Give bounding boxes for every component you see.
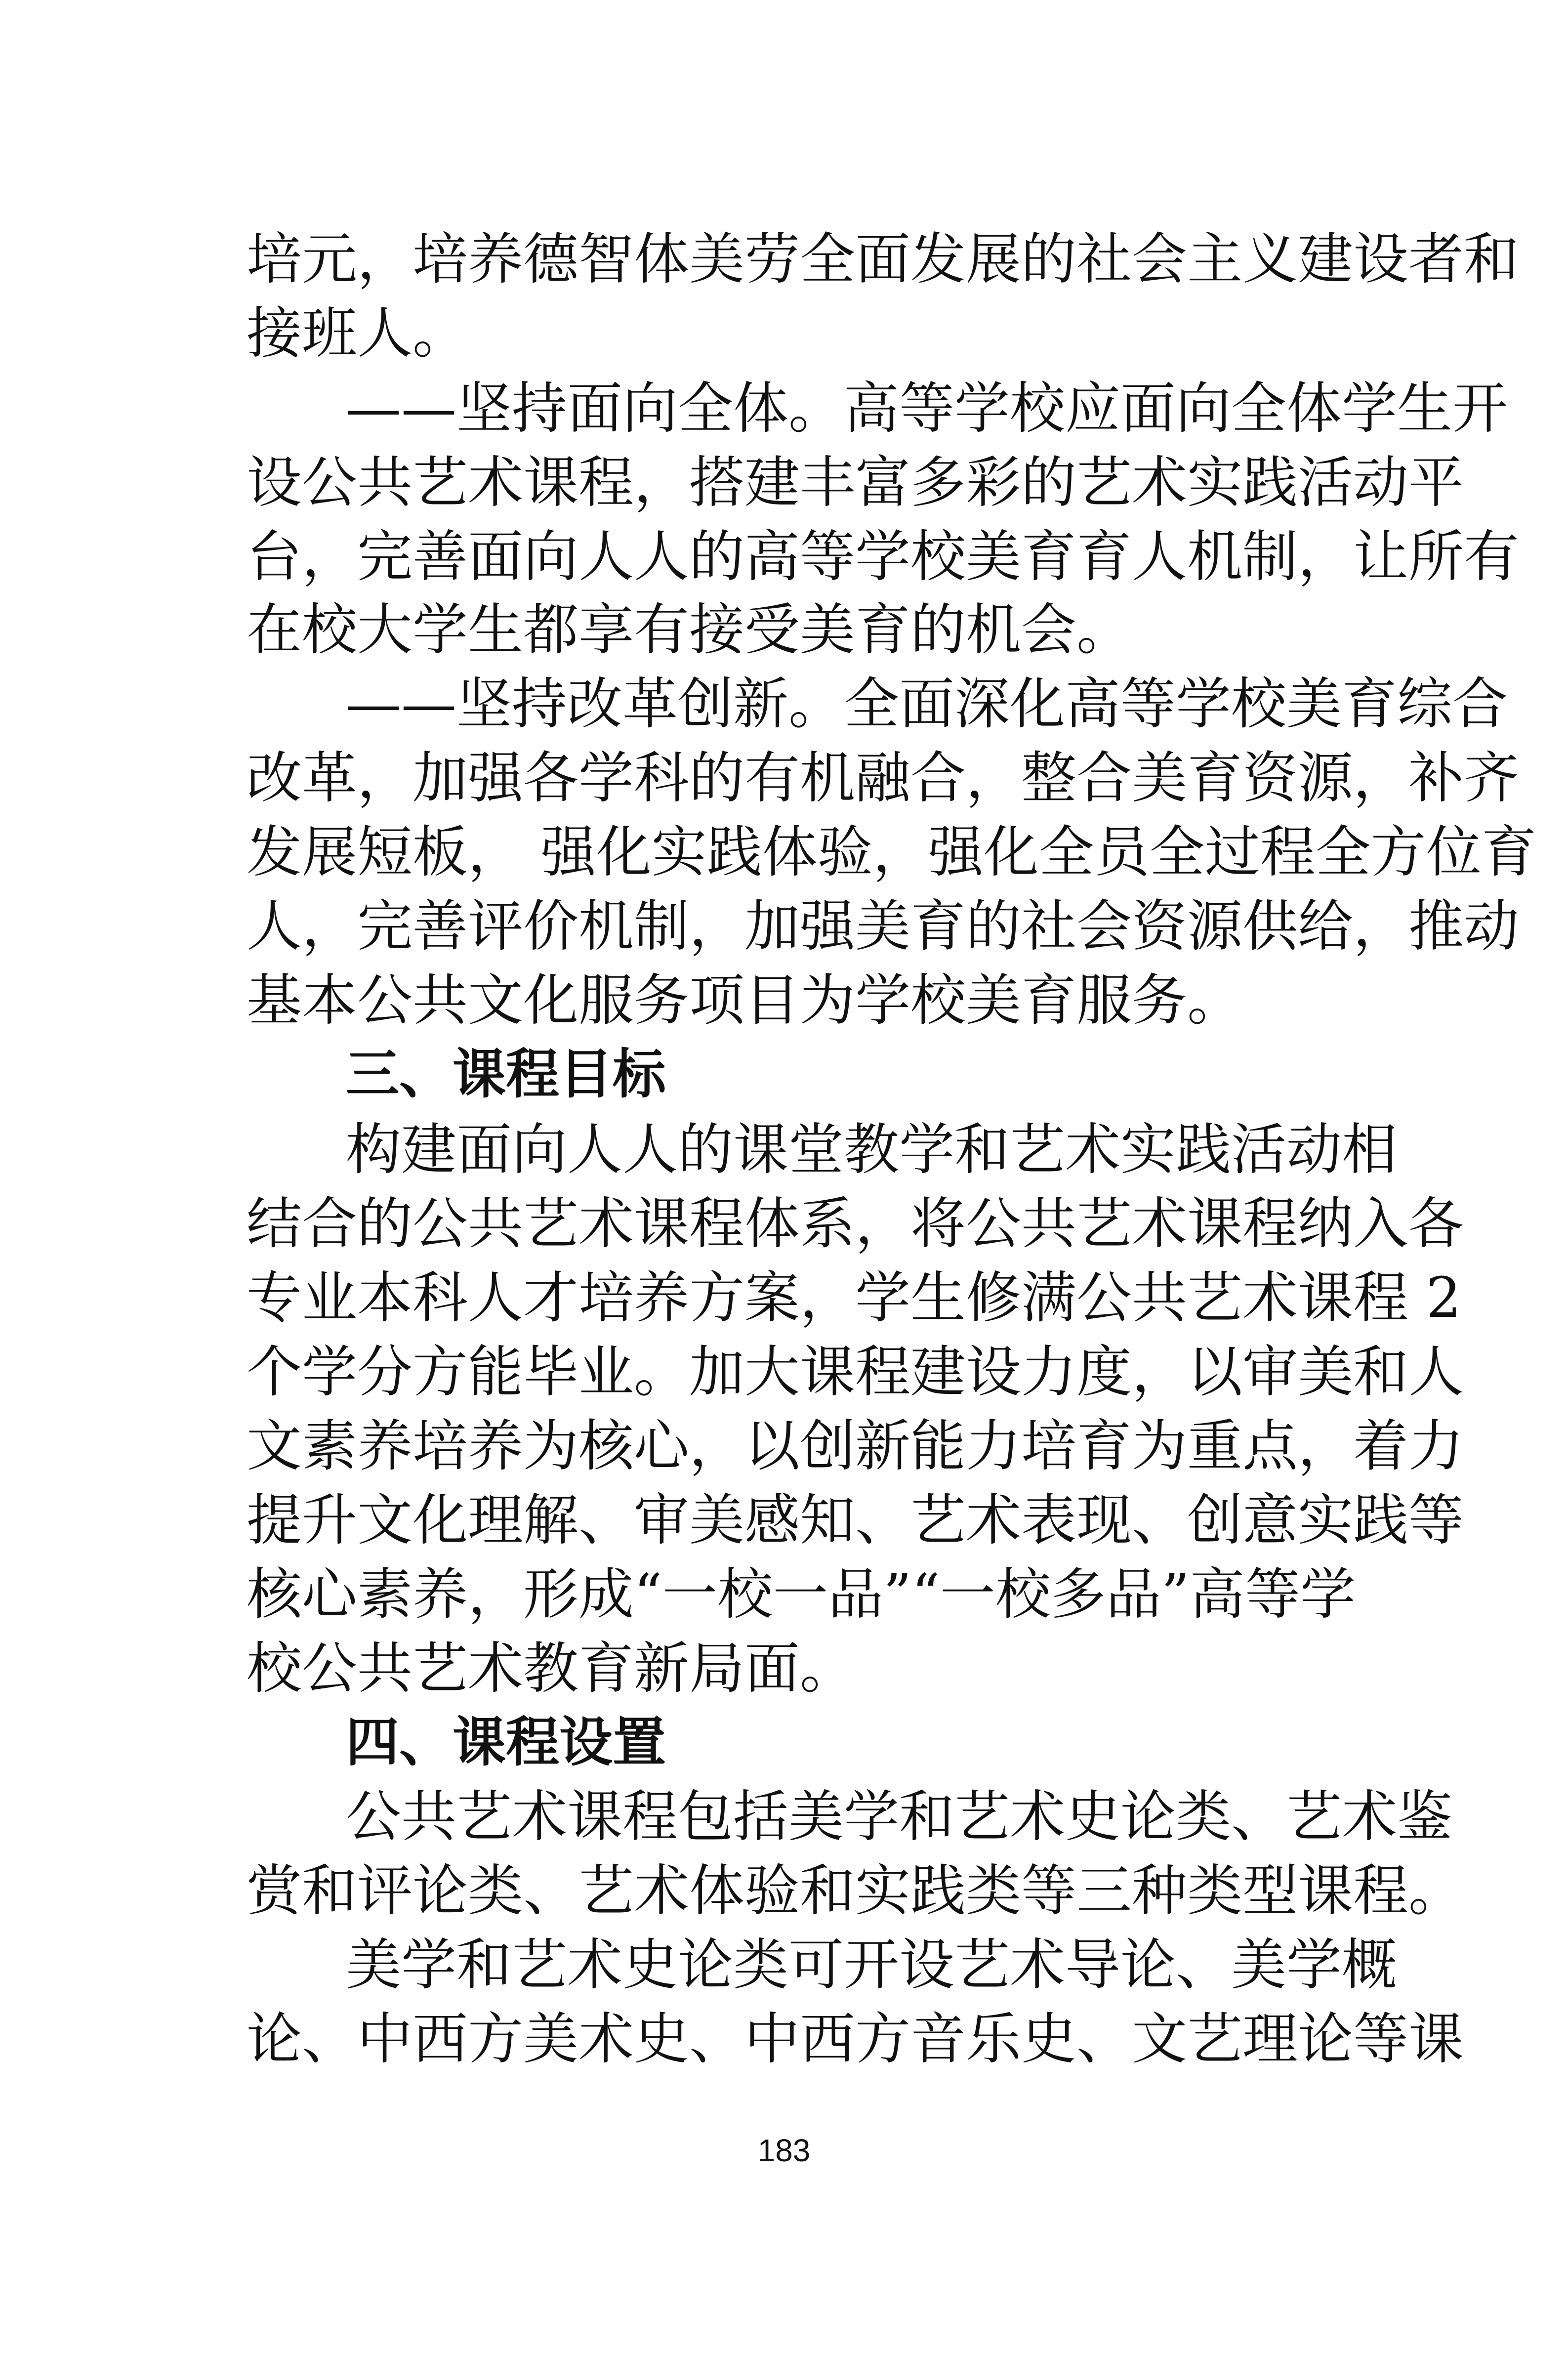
paragraph-line: 公共艺术课程包括美学和艺术史论类、艺术鉴: [346, 1785, 1452, 1849]
section-heading: 三、课程目标: [346, 1044, 666, 1105]
paragraph-line: 培元，培养德智体美劳全面发展的社会主义建设者和: [247, 227, 1519, 292]
paragraph-line: 专业本科人才培养方案，学生修满公共艺术课程 2: [247, 1266, 1461, 1330]
paragraph-line: 接班人。: [247, 301, 468, 366]
paragraph-line: 赏和评论类、艺术体验和实践类等三种类型课程。: [247, 1859, 1464, 1923]
paragraph-line: 文素养培养为核心，以创新能力培育为重点，着力: [247, 1414, 1464, 1478]
paragraph-line: 个学分方能毕业。加大课程建设力度，以审美和人: [247, 1340, 1464, 1404]
paragraph-line: 构建面向人人的课堂教学和艺术实践活动相: [346, 1118, 1397, 1182]
paragraph-line: 结合的公共艺术课程体系，将公共艺术课程纳入各: [247, 1192, 1464, 1256]
paragraph-line: 提升文化理解、审美感知、艺术表现、创意实践等: [247, 1488, 1464, 1553]
paragraph-line: 台，完善面向人人的高等学校美育育人机制，让所有: [247, 525, 1519, 589]
paragraph-line: 改革，加强各学科的有机融合，整合美育资源，补齐: [247, 746, 1519, 810]
paragraph-line: 美学和艺术史论类可开设艺术导论、美学概: [346, 1933, 1397, 1997]
paragraph-line: 发展短板， 强化实践体验，强化全员全过程全方位育: [247, 820, 1537, 884]
paragraph-line: 论、中西方美术史、中西方音乐史、文艺理论等课: [247, 2007, 1464, 2071]
paragraph-line: ——坚持面向全体。高等学校应面向全体学生开: [346, 377, 1508, 441]
paragraph-line: 校公共艺术教育新局面。: [247, 1637, 855, 1701]
paragraph-line: 人，完善评价机制，加强美育的社会资源供给，推动: [247, 894, 1519, 959]
section-heading: 四、课程设置: [346, 1712, 666, 1773]
paragraph-line: 基本公共文化服务项目为学校美育服务。: [247, 968, 1242, 1033]
paragraph-line: 在校大学生都享有接受美育的机会。: [247, 598, 1132, 662]
paragraph-line: 设公共艺术课程，搭建丰富多彩的艺术实践活动平: [247, 451, 1464, 515]
paragraph-line: ——坚持改革创新。全面深化高等学校美育综合: [346, 672, 1508, 736]
paragraph-line: 核心素养，形成“一校一品”“一校多品”高等学: [247, 1562, 1356, 1627]
page-number: 183: [757, 2133, 811, 2168]
